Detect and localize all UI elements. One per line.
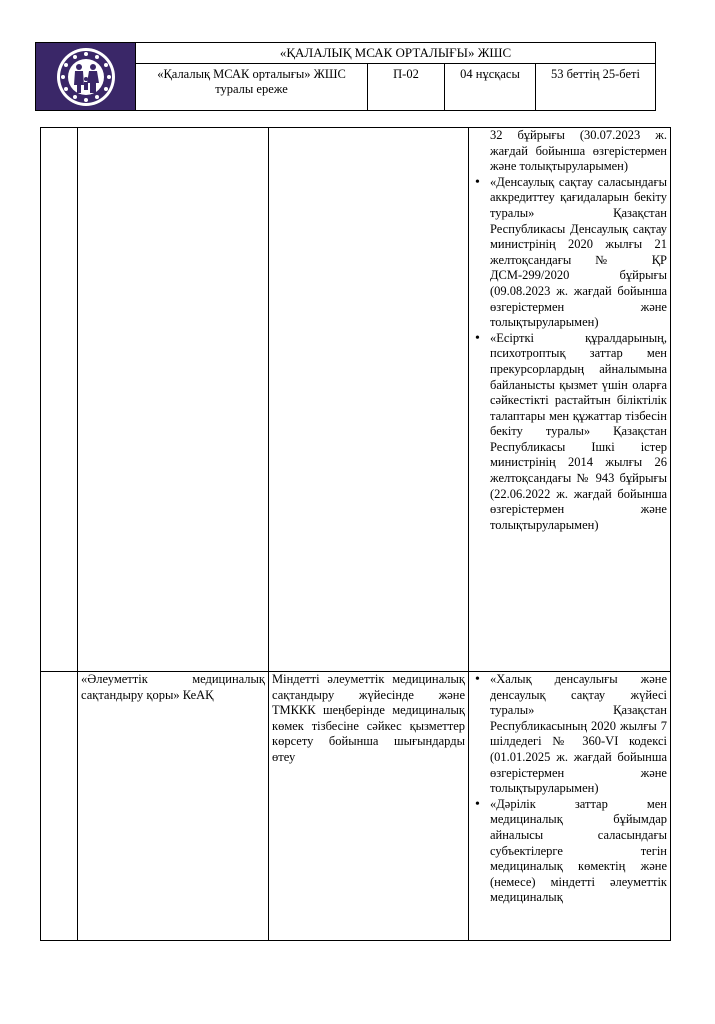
regulations-table xyxy=(40,127,671,941)
entity-cell: «Әлеуметтік медициналық сақтандыру қоры» КеАҚ xyxy=(78,672,269,941)
function-cell: Міндетті әлеуметтік медициналық сақтандыру жүйесінде және ТМККК шеңберінде медициналық көмек тізбесіне сәйкес қызметтер көрсету бойынша шығындарды өтеу xyxy=(269,672,469,941)
function-cell xyxy=(269,128,469,672)
legal-doc-item: • «Халық денсаулығы және денсаулық сақтау жүйесі туралы» Қазақстан Республикасының 2020 жылғы 7 шілдедегі № 360-VI кодексі (01.01.2025 ж. жағдай бойынша өзгерістермен және толықтыруларымен) xyxy=(490,672,667,797)
family-emblem-icon xyxy=(55,46,117,108)
legal-doc-item: • «Есірткі құралдарының, психотроптық заттар мен прекурсорлардың айналымына байланысты қызмет үшін оларға сәйкестікті растайтын біліктілік талаптары мен құжаттар тізбесін бекіту туралы» Қазақстан Республикасы Ішкі істер министрінің 2014 жылғы 26 желтоқсандағы № 943 бұйрығы (22.06.2022 ж. жағдай бойынша өзгерістермен және толықтыруларымен) xyxy=(490,331,667,534)
document-header xyxy=(35,42,656,111)
company-logo xyxy=(36,43,136,110)
document-code: П-02 xyxy=(368,64,445,111)
table-row xyxy=(41,672,671,941)
entity-cell xyxy=(78,128,269,672)
legal-docs-cell xyxy=(469,128,671,672)
row-number-cell xyxy=(41,672,78,941)
page-number: 53 беттің 25-беті xyxy=(536,64,656,111)
table-row xyxy=(41,128,671,672)
legal-docs-cell xyxy=(469,672,671,941)
row-number-cell xyxy=(41,128,78,672)
legal-doc-item: • «Денсаулық сақтау саласындағы аккредиттеу қағидаларын бекіту туралы» Қазақстан Республикасы Денсаулық сақтау министрінің 2020 жылғы 21 желтоқсандағы № ҚР ДСМ-299/2020 бұйрығы (09.08.2023 ж. жағдай бойынша өзгерістермен және толықтыруларымен) xyxy=(490,175,667,331)
organization-title: «ҚАЛАЛЫҚ МСАК ОРТАЛЫҒЫ» ЖШС xyxy=(136,43,656,64)
document-name: «Қалалық МСАК орталығы» ЖШС туралы ереже xyxy=(136,64,368,111)
legal-doc-item: • «Дәрілік заттар мен медициналық бұйымдар айналысы саласындағы субъектілерге тегін медициналық көмектің және (немесе) міндетті әлеуметтік медициналық xyxy=(490,797,667,906)
logo-cell xyxy=(36,43,136,111)
document-version: 04 нұсқасы xyxy=(445,64,536,111)
legal-doc-item: 32 бұйрығы (30.07.2023 ж. жағдай бойынша өзгерістермен және толықтыруларымен) xyxy=(490,128,667,174)
